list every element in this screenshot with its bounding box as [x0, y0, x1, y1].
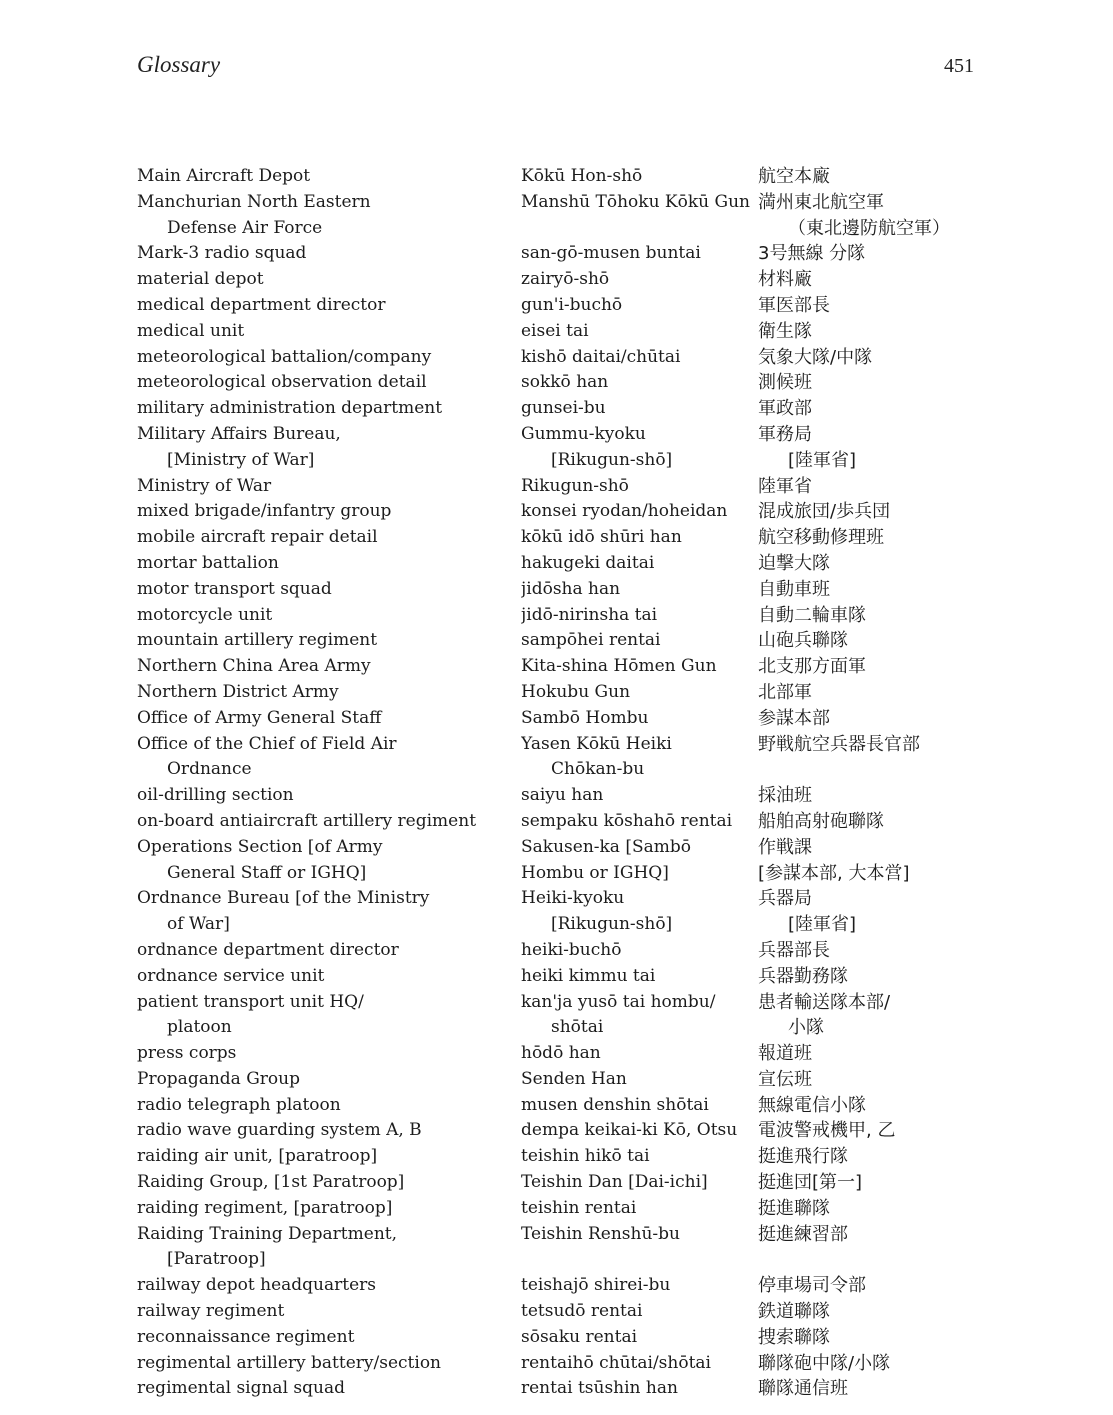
english-term: Office of the Chief of Field Air	[137, 733, 397, 754]
japanese-term	[758, 757, 967, 783]
romanized-term: san-gō-musen buntai	[521, 243, 701, 264]
english-term: ordnance service unit	[137, 965, 325, 986]
japanese-term: 参謀本部	[758, 707, 830, 729]
english-term: platoon	[167, 1017, 232, 1038]
romanized-term: Kōkū Hon-shō	[521, 166, 643, 186]
glossary-row	[137, 319, 967, 345]
japanese-term: [陸軍省]	[788, 914, 857, 936]
glossary-row	[137, 164, 967, 190]
japanese-term: 兵器部長	[758, 939, 830, 961]
japanese-term: 気象大隊/中隊	[758, 346, 873, 368]
romanized-term: Teishin Dan [Dai-ichi]	[521, 1172, 708, 1193]
english-term: regimental signal squad	[137, 1378, 345, 1399]
romanized-term	[521, 216, 758, 242]
glossary-row	[137, 1170, 967, 1196]
japanese-term: 電波警戒機甲, 乙	[758, 1120, 896, 1142]
running-head-title: Glossary	[137, 52, 221, 77]
romanized-term: jidō-nirinsha tai	[521, 604, 658, 625]
romanized-term: [Rikugun-shō]	[551, 914, 673, 935]
glossary-row	[137, 216, 967, 242]
english-term: radio telegraph platoon	[137, 1094, 341, 1115]
page-number: 451	[944, 55, 974, 77]
romanized-term: kōkū idō shūri han	[521, 527, 682, 548]
romanized-term: rentaihō chūtai/shōtai	[521, 1352, 711, 1373]
glossary-row	[137, 1351, 967, 1377]
glossary-row	[137, 732, 967, 758]
english-term: [Paratroop]	[167, 1249, 266, 1270]
japanese-term: 挺進団[第一]	[758, 1172, 863, 1194]
japanese-term: 挺進飛行隊	[758, 1146, 848, 1168]
japanese-term: 迫撃大隊	[758, 552, 830, 574]
glossary-row	[137, 1015, 967, 1041]
english-term: meteorological observation detail	[137, 372, 427, 393]
romanized-term: Sambō Hombu	[521, 707, 649, 728]
glossary-row	[137, 345, 967, 371]
glossary-row	[137, 1196, 967, 1222]
glossary-row	[137, 990, 967, 1016]
english-term: regimental artillery battery/section	[137, 1352, 441, 1373]
english-term: material depot	[137, 269, 264, 290]
romanized-term: saiyu han	[521, 785, 604, 806]
romanized-term: Gummu-kyoku	[521, 423, 646, 444]
romanized-term: hakugeki daitai	[521, 552, 655, 573]
romanized-term: Hombu or IGHQ]	[521, 862, 669, 883]
japanese-term: 北部軍	[758, 681, 812, 703]
english-term: Manchurian North Eastern	[137, 191, 371, 212]
japanese-term: 3号無線 分隊	[758, 243, 866, 265]
glossary-row	[137, 1118, 967, 1144]
japanese-term	[758, 1247, 967, 1273]
glossary-row	[137, 628, 967, 654]
glossary-row	[137, 757, 967, 783]
english-term: Main Aircraft Depot	[137, 166, 311, 186]
glossary-row	[137, 809, 967, 835]
japanese-term: 北支那方面軍	[758, 656, 866, 678]
glossary-row	[137, 706, 967, 732]
english-term: reconnaissance regiment	[137, 1326, 355, 1347]
glossary-row	[137, 1067, 967, 1093]
romanized-term: Hokubu Gun	[521, 681, 631, 702]
english-term: Northern District Army	[137, 681, 339, 702]
glossary-row	[137, 396, 967, 422]
glossary-row	[137, 577, 967, 603]
japanese-term: 採油班	[758, 785, 812, 807]
glossary-row	[137, 912, 967, 938]
glossary-row	[137, 680, 967, 706]
japanese-term: 野戦航空兵器長官部	[758, 733, 920, 755]
english-term: raiding air unit, [paratroop]	[137, 1146, 378, 1167]
japanese-term: 軍医部長	[758, 294, 830, 316]
glossary-row	[137, 654, 967, 680]
japanese-term: 捜索聯隊	[758, 1326, 830, 1348]
japanese-term: 患者輸送隊本部/	[758, 991, 891, 1013]
romanized-term: Sakusen-ka [Sambō	[521, 836, 691, 857]
romanized-term: teishin hikō tai	[521, 1146, 650, 1167]
english-term: press corps	[137, 1043, 237, 1064]
glossary-row	[137, 241, 967, 267]
japanese-term: 兵器局	[758, 888, 812, 910]
japanese-term: 混成旅団/歩兵団	[758, 501, 891, 523]
english-term: Raiding Group, [1st Paratroop]	[137, 1172, 405, 1193]
glossary-row	[137, 1247, 967, 1273]
romanized-term: Yasen Kōkū Heiki	[521, 733, 672, 754]
english-term: medical department director	[137, 294, 386, 315]
romanized-term: gun'i-buchō	[521, 294, 623, 315]
japanese-term: 小隊	[788, 1017, 824, 1039]
japanese-term: 衛生隊	[758, 320, 812, 342]
japanese-term: 兵器勤務隊	[758, 965, 848, 987]
glossary-row	[137, 964, 967, 990]
glossary-row	[137, 835, 967, 861]
romanized-term: Manshū Tōhoku Kōkū Gun	[521, 191, 750, 212]
english-term: [Ministry of War]	[167, 449, 315, 470]
japanese-term: 山砲兵聯隊	[758, 630, 848, 652]
romanized-term: gunsei-bu	[521, 398, 606, 419]
english-term: raiding regiment, [paratroop]	[137, 1197, 393, 1218]
glossary-row	[137, 1041, 967, 1067]
english-term: mixed brigade/infantry group	[137, 501, 392, 522]
english-term: military administration department	[137, 398, 443, 419]
romanized-term: teishajō shirei-bu	[521, 1275, 671, 1296]
english-term: ordnance department director	[137, 939, 399, 960]
glossary-row	[137, 886, 967, 912]
japanese-term: 自動二輪車隊	[758, 604, 866, 626]
japanese-term: 測候班	[758, 372, 812, 394]
glossary-row	[137, 370, 967, 396]
english-term: motorcycle unit	[137, 604, 273, 625]
romanized-term: Rikugun-shō	[521, 475, 629, 496]
romanized-term: teishin rentai	[521, 1197, 637, 1218]
japanese-term: 聯隊砲中隊/小隊	[758, 1352, 891, 1374]
romanized-term: hōdō han	[521, 1043, 601, 1064]
japanese-term: 船舶高射砲聯隊	[758, 810, 884, 832]
romanized-term: kishō daitai/chūtai	[521, 346, 681, 367]
japanese-term: 材料廠	[758, 269, 812, 291]
english-term: Ordnance	[167, 759, 252, 780]
english-term: Mark-3 radio squad	[137, 243, 307, 264]
romanized-term: rentai tsūshin han	[521, 1378, 678, 1399]
japanese-term: 無線電信小隊	[758, 1094, 866, 1116]
japanese-term: 鉄道聯隊	[758, 1301, 830, 1323]
english-term: medical unit	[137, 320, 245, 341]
english-term: meteorological battalion/company	[137, 346, 432, 367]
romanized-term	[521, 1247, 758, 1273]
english-term: radio wave guarding system A, B	[137, 1120, 422, 1141]
glossary-row	[137, 1093, 967, 1119]
romanized-term: zairyō-shō	[521, 269, 610, 290]
english-term: motor transport squad	[137, 578, 332, 599]
english-term: Office of Army General Staff	[137, 707, 382, 728]
english-term: Ordnance Bureau [of the Ministry	[137, 888, 430, 909]
glossary-row	[137, 474, 967, 500]
japanese-term: 停車場司令部	[758, 1275, 866, 1297]
romanized-term: shōtai	[551, 1017, 604, 1038]
romanized-term: heiki kimmu tai	[521, 965, 656, 986]
glossary-row	[137, 938, 967, 964]
glossary-row	[137, 267, 967, 293]
english-term: Raiding Training Department,	[137, 1223, 398, 1244]
japanese-term: 軍務局	[758, 423, 812, 445]
japanese-term: 満州東北航空軍	[758, 191, 884, 213]
glossary-row	[137, 1299, 967, 1325]
romanized-term: Senden Han	[521, 1068, 627, 1089]
glossary-row	[137, 861, 967, 887]
japanese-term: 報道班	[758, 1043, 812, 1065]
romanized-term: Teishin Renshū-bu	[521, 1223, 680, 1244]
japanese-term: [陸軍省]	[788, 449, 857, 471]
japanese-term: 聯隊通信班	[758, 1378, 848, 1400]
glossary-row	[137, 422, 967, 448]
glossary-row	[137, 1273, 967, 1299]
english-term: railway depot headquarters	[137, 1275, 376, 1296]
english-term: Ministry of War	[137, 475, 272, 496]
romanized-term: Heiki-kyoku	[521, 888, 625, 909]
romanized-term: Kita-shina Hōmen Gun	[521, 656, 717, 677]
english-term: railway regiment	[137, 1301, 285, 1322]
english-term: patient transport unit HQ/	[137, 991, 364, 1012]
glossary-row	[137, 551, 967, 577]
romanized-term: Chōkan-bu	[551, 759, 645, 780]
glossary-row	[137, 1376, 967, 1402]
glossary-row	[137, 603, 967, 629]
japanese-term: 陸軍省	[758, 475, 812, 497]
glossary-row	[137, 1325, 967, 1351]
english-term: on-board antiaircraft artillery regiment	[137, 810, 477, 831]
romanized-term: jidōsha han	[521, 578, 621, 599]
english-term: General Staff or IGHQ]	[167, 862, 367, 883]
romanized-term: heiki-buchō	[521, 939, 622, 960]
glossary-row	[137, 499, 967, 525]
glossary-row	[137, 448, 967, 474]
glossary-row	[137, 1144, 967, 1170]
english-term: mobile aircraft repair detail	[137, 527, 378, 548]
english-term: Operations Section [of Army	[137, 836, 383, 857]
romanized-term: [Rikugun-shō]	[551, 449, 673, 470]
japanese-term: 航空本廠	[758, 166, 830, 187]
japanese-term: 作戦課	[758, 836, 812, 858]
japanese-term: 自動車班	[758, 578, 830, 600]
japanese-term: [参謀本部, 大本営]	[758, 862, 910, 884]
romanized-term: konsei ryodan/hoheidan	[521, 501, 728, 522]
romanized-term: dempa keikai-ki Kō, Otsu	[521, 1120, 738, 1141]
english-term: Military Affairs Bureau,	[137, 423, 341, 444]
glossary-row	[137, 525, 967, 551]
romanized-term: eisei tai	[521, 320, 589, 341]
glossary-row	[137, 1222, 967, 1248]
glossary-row	[137, 293, 967, 319]
english-term: Defense Air Force	[167, 217, 323, 238]
english-term: Propaganda Group	[137, 1068, 300, 1089]
glossary-row	[137, 783, 967, 809]
romanized-term: tetsudō rentai	[521, 1301, 643, 1322]
romanized-term: sempaku kōshahō rentai	[521, 810, 733, 831]
glossary-table	[137, 164, 967, 1402]
romanized-term: sokkō han	[521, 372, 609, 393]
english-term: mountain artillery regiment	[137, 630, 378, 651]
japanese-term: 航空移動修理班	[758, 527, 884, 549]
romanized-term: musen denshin shōtai	[521, 1094, 709, 1115]
japanese-term: 挺進聯隊	[758, 1197, 830, 1219]
japanese-term: 挺進練習部	[758, 1223, 848, 1245]
english-term: mortar battalion	[137, 552, 279, 573]
english-term: oil-drilling section	[137, 785, 294, 806]
japanese-term: 宣伝班	[758, 1068, 812, 1090]
glossary-row	[137, 190, 967, 216]
english-term: of War]	[167, 914, 230, 935]
romanized-term: sampōhei rentai	[521, 630, 661, 651]
english-term: Northern China Area Army	[137, 656, 371, 677]
romanized-term: kan'ja yusō tai hombu/	[521, 991, 716, 1012]
japanese-term: （東北邊防航空軍）	[788, 217, 950, 239]
romanized-term: sōsaku rentai	[521, 1326, 638, 1347]
japanese-term: 軍政部	[758, 398, 812, 420]
